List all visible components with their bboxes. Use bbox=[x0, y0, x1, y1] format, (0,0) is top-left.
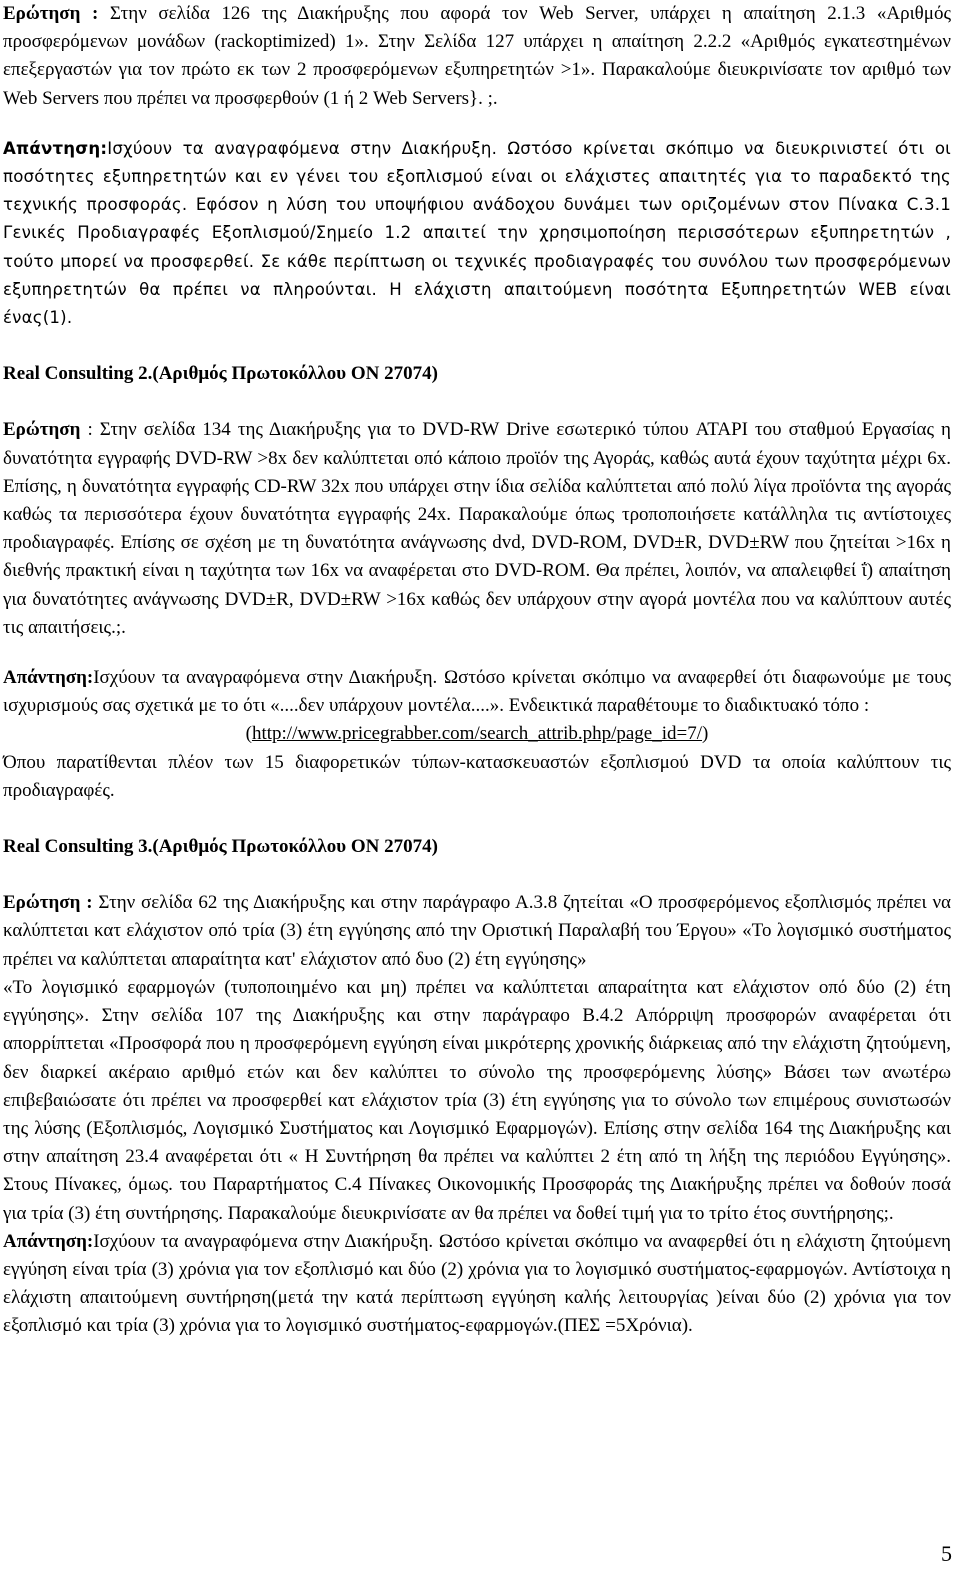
question-label: Ερώτηση : bbox=[3, 892, 93, 914]
answer-label: Απάντηση: bbox=[3, 138, 108, 158]
page-number: 5 bbox=[941, 1540, 952, 1566]
reference-link[interactable]: http://www.pricegrabber.com/search_attrib.php/page_id=7/ bbox=[251, 723, 703, 745]
question-3 bbox=[3, 889, 951, 974]
question-text: Στην σελίδα 126 της Διακήρυξης που αφορά τον Web Server, υπάρχει η απαίτηση 2.1.3 «Αριθμός προσφερόμενων μονάδων (rackoptimized) 1». Στην Σελίδα 127 υπάρχει η απαίτηση 2.2.2 «Αριθμός εγκατεστημένων επεξεργαστών για τον πρώτο εκ των 2 προσφερόμενων εξυπηρετητών >1». Παρακαλούμε διευκρινίσατε τον αριθμό των Web Servers που πρέπει να προσφερθούν (1 ή 2 Web Servers}. ;. bbox=[3, 3, 951, 109]
answer-2 bbox=[3, 664, 951, 720]
answer-lead: Ισχύουν τα αναγραφόμενα στην Διακήρυξη. bbox=[107, 138, 498, 158]
question-label: Ερώτηση bbox=[3, 419, 81, 441]
answer-label: Απάντηση: bbox=[3, 667, 94, 689]
reference-link-line: (http://www.pricegrabber.com/search_attrib.php/page_id=7/) bbox=[245, 723, 709, 745]
question-3-continued: «Το λογισμικό εφαρμογών (τυποποιημένο και μη) πρέπει να καλύπτεται απαραίτητα κατ ελάχιστον οπό δύο (2) έτη εγγύησης». Στην σελίδα 107 της Διακήρυξης και στην παράγραφο Β.4.2 Απόρριψη προσφορών αναφέρεται ότι απορρίπτεται «Προσφορά που η προσφερόμενη εγγύηση είναι μικρότερης χρονικής διάρκειας από την ελάχιστη ζητούμενη, δεν διαρκεί ακέραιο αριθμό ετών και δεν καλύπτει το σύνολο της προσφερόμενης λύσης» Βάσει των ανωτέρω επιβεβαιώσατε ότι πρέπει να προσφερθεί κατ ελάχιστον τρία (3) έτη εγγύησης για το σύνολο των επιμέρους συνιστωσών της λύσης (Εξοπλισμός, Λογισμικό Συστήματος και Λογισμικό Εφαρμογών). Επίσης στην σελίδα 164 της Διακήρυξης και στην απαίτηση 23.4 αναφέρεται ότι « Η Συντήρηση θα πρέπει να καλύπτει 2 έτη από τη λήξη της περιόδου Εγγύησης». Στους Πίνακες, όμως. του Παραρτήματος C.4 Πίνακες Οικονομικής Προσφοράς της Διακήρυξης πρέπει να δοθούν ποσά για τρία (3) έτη συντήρησης. Παρακαλούμε διευκρινίσατε αν θα πρέπει να δοθεί τιμή για το τρίτο έτος συντήρησης;. bbox=[3, 976, 951, 1224]
answer-3 bbox=[3, 1228, 951, 1341]
answer-label: Απάντηση: bbox=[3, 1230, 94, 1252]
question-label: Ερώτηση : bbox=[3, 3, 99, 24]
document-page bbox=[3, 0, 951, 1341]
section-heading-3: Real Consulting 3.(Αριθμός Πρωτοκόλλου ΟΝ 27074) bbox=[3, 836, 438, 858]
answer-1 bbox=[3, 135, 951, 332]
section-heading-2: Real Consulting 2.(Αριθμός Πρωτοκόλλου ΟΝ 27074) bbox=[3, 363, 438, 385]
question-text-1: Στην σελίδα 62 της Διακήρυξης και στην παράγραφο Α.3.8 ζητείται «Ο προσφερόμενος εξοπλισμός πρέπει να καλύπτεται κατ ελάχιστον οπό τρία (3) έτη εγγύησης από την Οριστική Παραλαβή του Έργου» «Το λογισμικό συστήματος πρέπει να καλύπτεται απαραίτητα κατ' ελάχιστον από δυο (2) έτη εγγύησης» bbox=[3, 892, 951, 970]
question-1 bbox=[3, 0, 951, 113]
answer-text: Ισχύουν τα αναγραφόμενα στην Διακήρυξη. Ωστόσο κρίνεται σκόπιμο να αναφερθεί ότι διαφωνούμε με τους ισχυρισμούς σας σχετικά με το ότι «....δεν υπάρχουν μοντέλα....». Ενδεικτικά παραθέτουμε το διαδικτυακό τόπο : bbox=[3, 667, 951, 717]
after-link-text: Όπου παρατίθενται πλέον των 15 διαφορετικών τύπων-κατασκευαστών εξοπλισμού DVD τα οποία καλύπτουν τις προδιαγραφές. bbox=[3, 751, 951, 801]
question-2 bbox=[3, 416, 951, 642]
question-text: : Στην σελίδα 134 της Διακήρυξης για το DVD-RW Drive εσωτερικό τύπου ATAPI του σταθμού Εργασίας η δυνατότητα εγγραφής DVD-RW >8x δεν καλύπτεται οπό κάποιο προϊόν της Αγοράς, καθώς αυτά έχουν ταχύτητα μέχρι 6x. Επίσης, η δυνατότητα εγγραφής CD-RW 32x που υπάρχει στην ίδια σελίδα καλύπτεται από πολύ λίγα προϊόντα της αγοράς καθώς τα περισσότερα έχουν δυνατότητα εγγραφής 24x. Παρακαλούμε όπως τροποποιήσετε κατάλληλα τις αντίστοιχες προδιαγραφές. Επίσης σε σχέση με τη δυνατότητα ανάγνωσης dvd, DVD-ROM, DVD±R, DVD±RW που ζητείται >16x η διεθνής πρακτική είναι η ταχύτητα των 16x να αναφέρεται στο DVD-ROM. Θα πρέπει, λοιπόν, να απαλειφθεί ΐ) απαίτηση για δυνατότητες ανάγνωσης DVD±R, DVD±RW >16x καθώς δεν υπάρχουν στην αγορά μοντέλα που να καλύπτουν αυτές τις απαιτήσεις.;. bbox=[3, 419, 951, 638]
answer-text: Ισχύουν τα αναγραφόμενα στην Διακήρυξη. Ωστόσο κρίνεται σκόπιμο να αναφερθεί ότι η ελάχιστη ζητούμενη εγγύηση είναι τρία (3) χρόνια για τον εξοπλισμό και δύο (2) χρόνια για το λογισμικό συστήματος-εφαρμογών. Αντίστοιχα η ελάχιστη απαιτούμενη συντήρηση(μετά την κατά περίπτωση εγγύηση καλής λειτουργίας )είναι δύο (2) χρόνια για τον εξοπλισμό και τρία (3) χρόνια για το λογισμικό συστήματος-εφαρμογών.(ΠΕΣ =5Χρόνια). bbox=[3, 1230, 951, 1337]
answer-text: Ωστόσο κρίνεται σκόπιμο να διευκρινιστεί ότι οι ποσότητες εξυπηρετητών και εν γένει του εξοπλισμού είναι οι ελάχιστες απαιτητές για το παραδεκτό της τεχνικής προσφοράς. Εφόσον η λύση του υποψήφιου ανάδοχου δυνάμει των οριζομένων στον Πίνακα C.3.1 Γενικές Προδιαγραφές Εξοπλισμού/Σημείο 1.2 απαιτεί την χρησιμοποίηση περισσότερων εξυπηρετητών , τούτο μπορεί να προσφερθεί. Σε κάθε περίπτωση οι τεχνικές προδιαγραφές του συνόλου των προσφερόμενων εξυπηρετητών θα πρέπει να πληρούνται. Η ελάχιστη απαιτούμενη ποσότητα Εξυπηρετητών WEB είναι ένας(1). bbox=[3, 138, 951, 328]
